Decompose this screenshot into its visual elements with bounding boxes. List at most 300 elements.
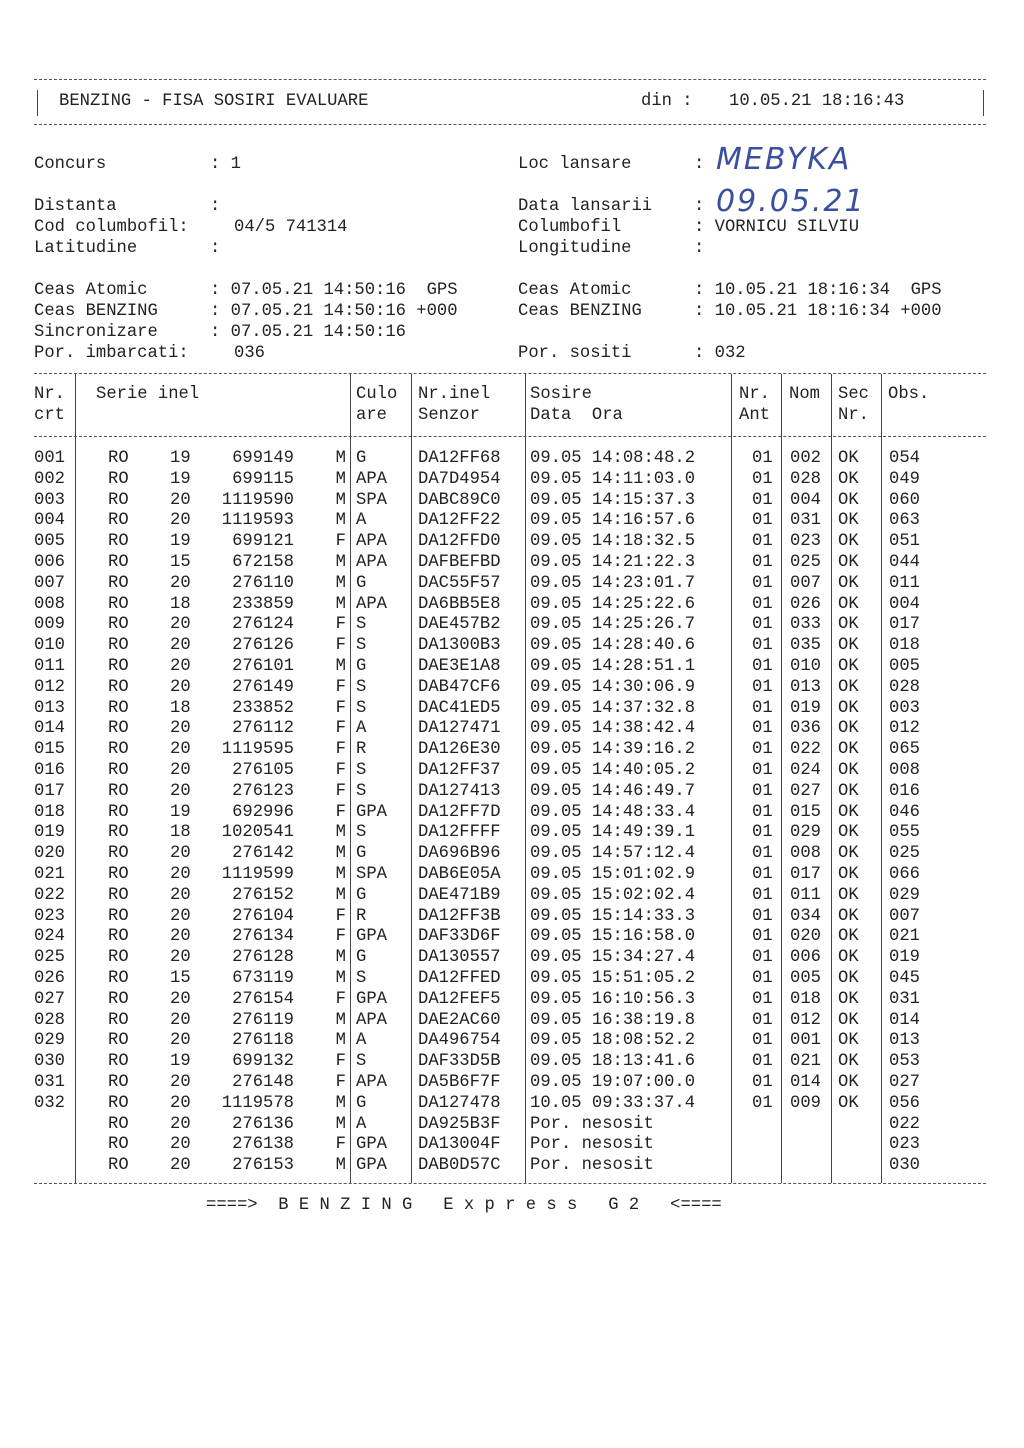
longitudine-label: Longitudine: [518, 239, 632, 258]
cell-obs: 029: [889, 885, 920, 905]
cell-culoare: APA: [356, 1073, 387, 1092]
cell-obs: 022: [889, 1114, 920, 1134]
cell-nr: 029: [34, 1031, 65, 1051]
cell-inel: 276154: [232, 989, 294, 1009]
cell-sex: M: [335, 573, 346, 593]
col-header-sosire-1: Sosire: [530, 385, 592, 404]
cell-sosire: 09.05 14:49:39.1: [530, 823, 696, 843]
col-header-nr-2: crt: [34, 406, 65, 425]
cell-sex: F: [335, 719, 346, 739]
loc-lansare-value: MEBYKA: [716, 142, 852, 177]
cell-sec: OK: [838, 885, 859, 905]
cell-sosire: 09.05 14:57:12.4: [530, 844, 696, 864]
table-row: [0, 1052, 1024, 1073]
cell-sec: OK: [838, 511, 859, 531]
cell-ant: 01: [752, 1073, 773, 1092]
cell-nr: 022: [34, 885, 65, 905]
cell-sosire: 10.05 09:33:37.4: [530, 1093, 696, 1113]
cell-sex: F: [335, 802, 346, 822]
cell-ant: 01: [752, 948, 773, 968]
cell-sec: OK: [838, 927, 859, 947]
cell-ant: 01: [752, 532, 773, 552]
cell-nom: 002: [790, 449, 821, 468]
cell-senzor: DA12FF3B: [418, 906, 501, 926]
cell-nr: 027: [34, 989, 65, 1009]
table-row: [0, 948, 1024, 969]
cell-nom: 004: [790, 490, 821, 510]
cell-obs: 013: [889, 1031, 920, 1051]
cell-sosire: 09.05 18:08:52.2: [530, 1031, 696, 1051]
ceas-benzing-value: : 07.05.21 14:50:16 +000: [210, 302, 458, 321]
cell-nr: 031: [34, 1073, 65, 1092]
distanta-label: Distanta: [34, 197, 117, 216]
cell-sex: M: [335, 823, 346, 843]
cell-an: 20: [170, 989, 191, 1009]
cell-inel: 276104: [232, 906, 294, 926]
cell-nr: 019: [34, 823, 65, 843]
cell-nom: 001: [790, 1031, 821, 1051]
cell-an: 19: [170, 1052, 191, 1072]
cell-senzor: DAB6E05A: [418, 865, 501, 884]
cell-obs: 049: [889, 469, 920, 489]
cell-tara: RO: [108, 1156, 129, 1176]
cell-obs: 054: [889, 449, 920, 468]
cell-tara: RO: [108, 948, 129, 968]
r-ceas-benzing-label: Ceas BENZING: [518, 302, 642, 321]
cell-sex: M: [335, 657, 346, 676]
cell-tara: RO: [108, 615, 129, 635]
cell-culoare: G: [356, 948, 367, 968]
col-header-ant-1: Nr.: [739, 385, 770, 404]
cell-nom: 007: [790, 573, 821, 593]
cell-culoare: SPA: [356, 865, 387, 884]
cell-sosire: 09.05 15:02:02.4: [530, 885, 696, 905]
cell-sosire: 09.05 19:07:00.0: [530, 1073, 696, 1092]
cell-obs: 045: [889, 969, 920, 988]
cell-sec: OK: [838, 469, 859, 489]
cell-tara: RO: [108, 761, 129, 780]
table-top-rule: [34, 373, 986, 374]
cell-sex: M: [335, 1031, 346, 1051]
cell-obs: 044: [889, 553, 920, 572]
cell-nom: 009: [790, 1093, 821, 1113]
cell-ant: 01: [752, 698, 773, 718]
cell-obs: 016: [889, 781, 920, 801]
cell-an: 20: [170, 1031, 191, 1051]
cell-sex: M: [335, 553, 346, 572]
cell-obs: 066: [889, 865, 920, 884]
cell-ant: 01: [752, 802, 773, 822]
cell-sex: F: [335, 927, 346, 947]
cell-sec: OK: [838, 490, 859, 510]
cell-culoare: G: [356, 844, 367, 864]
cell-sex: F: [335, 781, 346, 801]
cell-tara: RO: [108, 1052, 129, 1072]
cell-culoare: S: [356, 677, 367, 697]
cell-sosire: Por. nesosit: [530, 1156, 654, 1176]
cell-obs: 023: [889, 1135, 920, 1155]
cell-inel: 276142: [232, 844, 294, 864]
table-row: [0, 636, 1024, 657]
cell-senzor: DAB47CF6: [418, 677, 501, 697]
col-header-nom: Nom: [789, 385, 820, 404]
concurs-label: Concurs: [34, 155, 107, 174]
cell-sex: F: [335, 532, 346, 552]
table-row: [0, 990, 1024, 1011]
cell-nom: 010: [790, 657, 821, 676]
cell-sosire: 09.05 14:39:16.2: [530, 740, 696, 760]
cell-nom: 027: [790, 781, 821, 801]
cell-sosire: 09.05 15:51:05.2: [530, 969, 696, 988]
cell-obs: 031: [889, 989, 920, 1009]
cell-inel: 276138: [232, 1135, 294, 1155]
cell-inel: 1119593: [221, 511, 294, 531]
cell-senzor: DAB0D57C: [418, 1156, 501, 1176]
cell-ant: 01: [752, 740, 773, 760]
cell-senzor: DA496754: [418, 1031, 501, 1051]
concurs-value: : 1: [210, 155, 241, 174]
cell-nom: 012: [790, 1010, 821, 1030]
table-row: [0, 719, 1024, 740]
cell-an: 20: [170, 677, 191, 697]
cell-senzor: DA127478: [418, 1093, 501, 1113]
cell-ant: 01: [752, 657, 773, 676]
cell-tara: RO: [108, 844, 129, 864]
table-row: [0, 761, 1024, 782]
cell-sex: M: [335, 490, 346, 510]
cell-ant: 01: [752, 761, 773, 780]
cell-an: 20: [170, 657, 191, 676]
cell-sosire: 09.05 14:23:01.7: [530, 573, 696, 593]
cell-tara: RO: [108, 573, 129, 593]
table-row: [0, 532, 1024, 553]
cell-nom: 011: [790, 885, 821, 905]
cell-nom: 014: [790, 1073, 821, 1092]
cell-sex: F: [335, 677, 346, 697]
cell-nom: 031: [790, 511, 821, 531]
cell-culoare: GPA: [356, 989, 387, 1009]
cod-columbofil-value: 04/5 741314: [234, 218, 348, 237]
cell-culoare: G: [356, 449, 367, 468]
cell-sosire: 09.05 14:38:42.4: [530, 719, 696, 739]
cell-nr: 016: [34, 761, 65, 780]
table-header-rule: [34, 436, 986, 437]
cell-inel: 233859: [232, 594, 294, 614]
cell-culoare: S: [356, 1052, 367, 1072]
cell-tara: RO: [108, 532, 129, 552]
cell-sex: M: [335, 969, 346, 988]
table-row: [0, 907, 1024, 928]
cell-culoare: A: [356, 511, 367, 531]
cell-ant: 01: [752, 1031, 773, 1051]
col-header-serie: Serie inel: [96, 385, 200, 404]
col-header-ant-2: Ant: [739, 406, 770, 425]
cell-culoare: G: [356, 657, 367, 676]
cell-culoare: G: [356, 573, 367, 593]
cell-senzor: DAF33D5B: [418, 1052, 501, 1072]
cell-senzor: DA7D4954: [418, 469, 501, 489]
cell-tara: RO: [108, 657, 129, 676]
cell-obs: 056: [889, 1093, 920, 1113]
cell-obs: 018: [889, 636, 920, 656]
table-row: [0, 491, 1024, 512]
cell-nr: 010: [34, 636, 65, 656]
r-ceas-atomic-value: : 10.05.21 18:16:34 GPS: [694, 281, 942, 300]
cell-obs: 008: [889, 761, 920, 780]
cell-an: 20: [170, 490, 191, 510]
cell-sosire: 09.05 14:11:03.0: [530, 469, 696, 489]
cell-an: 20: [170, 781, 191, 801]
cell-obs: 027: [889, 1073, 920, 1092]
cell-nr: 009: [34, 615, 65, 635]
cod-columbofil-label: Cod columbofil:: [34, 218, 189, 237]
ceas-atomic-label: Ceas Atomic: [34, 281, 148, 300]
cell-sec: OK: [838, 802, 859, 822]
cell-sex: F: [335, 906, 346, 926]
col-header-culo-1: Culo: [356, 385, 398, 404]
cell-tara: RO: [108, 927, 129, 947]
cell-sosire: 09.05 14:25:26.7: [530, 615, 696, 635]
cell-inel: 672158: [232, 553, 294, 572]
cell-sec: OK: [838, 657, 859, 676]
table-row: [0, 782, 1024, 803]
col-header-sec-2: Nr.: [838, 406, 869, 425]
cell-ant: 01: [752, 781, 773, 801]
cell-obs: 060: [889, 490, 920, 510]
por-sositi-label: Por. sositi: [518, 344, 632, 363]
cell-tara: RO: [108, 469, 129, 489]
cell-sex: M: [335, 1093, 346, 1113]
table-row: [0, 1135, 1024, 1156]
din-label: din :: [641, 92, 693, 111]
cell-sosire: 09.05 14:46:49.7: [530, 781, 696, 801]
cell-ant: 01: [752, 1093, 773, 1113]
cell-culoare: GPA: [356, 927, 387, 947]
cell-nr: 011: [34, 657, 65, 676]
cell-ant: 01: [752, 594, 773, 614]
cell-nr: 025: [34, 948, 65, 968]
cell-sosire: 09.05 16:38:19.8: [530, 1010, 696, 1030]
cell-culoare: GPA: [356, 1156, 387, 1176]
cell-sec: OK: [838, 1031, 859, 1051]
cell-an: 20: [170, 948, 191, 968]
cell-an: 19: [170, 449, 191, 468]
cell-sec: OK: [838, 948, 859, 968]
cell-an: 20: [170, 1156, 191, 1176]
cell-senzor: DAF33D6F: [418, 927, 501, 947]
cell-obs: 014: [889, 1010, 920, 1030]
cell-sex: F: [335, 698, 346, 718]
cell-nr: 030: [34, 1052, 65, 1072]
cell-sec: OK: [838, 615, 859, 635]
cell-sosire: 09.05 14:08:48.2: [530, 449, 696, 468]
cell-nr: 005: [34, 532, 65, 552]
table-row: [0, 1094, 1024, 1115]
cell-obs: 028: [889, 677, 920, 697]
col-header-obs: Obs.: [888, 385, 930, 404]
cell-inel: 692996: [232, 802, 294, 822]
cell-sec: OK: [838, 865, 859, 884]
cell-sec: OK: [838, 761, 859, 780]
cell-an: 20: [170, 573, 191, 593]
cell-ant: 01: [752, 573, 773, 593]
cell-nom: 019: [790, 698, 821, 718]
table-row: [0, 1073, 1024, 1094]
cell-sec: OK: [838, 573, 859, 593]
cell-obs: 011: [889, 573, 920, 593]
cell-inel: 276136: [232, 1114, 294, 1134]
cell-ant: 01: [752, 511, 773, 531]
cell-nom: 034: [790, 906, 821, 926]
cell-nr: 006: [34, 553, 65, 572]
cell-an: 20: [170, 719, 191, 739]
cell-nr: 015: [34, 740, 65, 760]
cell-obs: 051: [889, 532, 920, 552]
table-row: [0, 886, 1024, 907]
sincronizare-value: : 07.05.21 14:50:16: [210, 323, 406, 342]
cell-obs: 019: [889, 948, 920, 968]
r-ceas-benzing-value: : 10.05.21 18:16:34 +000: [694, 302, 942, 321]
cell-ant: 01: [752, 553, 773, 572]
cell-inel: 1119578: [221, 1093, 294, 1113]
cell-nr: 018: [34, 802, 65, 822]
table-row: [0, 740, 1024, 761]
header-bottom-rule: [34, 124, 986, 125]
cell-tara: RO: [108, 823, 129, 843]
cell-an: 20: [170, 511, 191, 531]
table-row: [0, 823, 1024, 844]
cell-inel: 276152: [232, 885, 294, 905]
cell-tara: RO: [108, 636, 129, 656]
cell-inel: 276123: [232, 781, 294, 801]
cell-nom: 029: [790, 823, 821, 843]
din-value: 10.05.21 18:16:43: [729, 92, 905, 111]
cell-sex: F: [335, 615, 346, 635]
cell-nom: 025: [790, 553, 821, 572]
cell-nr: 024: [34, 927, 65, 947]
cell-sosire: 09.05 18:13:41.6: [530, 1052, 696, 1072]
table-row: [0, 699, 1024, 720]
cell-senzor: DAFBEFBD: [418, 553, 501, 572]
cell-sosire: 09.05 14:28:51.1: [530, 657, 696, 676]
cell-senzor: DA12FF7D: [418, 802, 501, 822]
cell-ant: 01: [752, 1010, 773, 1030]
cell-sec: OK: [838, 1052, 859, 1072]
cell-ant: 01: [752, 1052, 773, 1072]
cell-tara: RO: [108, 1031, 129, 1051]
cell-nr: 008: [34, 594, 65, 614]
table-row: [0, 803, 1024, 824]
cell-tara: RO: [108, 594, 129, 614]
cell-sex: M: [335, 885, 346, 905]
cell-nom: 024: [790, 761, 821, 780]
cell-tara: RO: [108, 781, 129, 801]
cell-nom: 022: [790, 740, 821, 760]
header-left-bar: [37, 90, 38, 116]
cell-inel: 699115: [232, 469, 294, 489]
table-row: [0, 470, 1024, 491]
table-row: [0, 574, 1024, 595]
cell-sosire: 09.05 14:15:37.3: [530, 490, 696, 510]
cell-senzor: DA5B6F7F: [418, 1073, 501, 1092]
table-row: [0, 1031, 1024, 1052]
table-row: [0, 511, 1024, 532]
cell-an: 20: [170, 1073, 191, 1092]
cell-sosire: 09.05 15:14:33.3: [530, 906, 696, 926]
cell-obs: 065: [889, 740, 920, 760]
page-title: BENZING - FISA SOSIRI EVALUARE: [59, 92, 369, 111]
cell-ant: 01: [752, 885, 773, 905]
cell-culoare: G: [356, 885, 367, 905]
cell-sosire: 09.05 16:10:56.3: [530, 989, 696, 1009]
cell-sex: F: [335, 1052, 346, 1072]
cell-sec: OK: [838, 740, 859, 760]
cell-ant: 01: [752, 719, 773, 739]
cell-senzor: DA13004F: [418, 1135, 501, 1155]
cell-an: 19: [170, 532, 191, 552]
cell-nr: 023: [34, 906, 65, 926]
cell-senzor: DA12FF37: [418, 761, 501, 780]
cell-sec: OK: [838, 1093, 859, 1113]
table-row: [0, 449, 1024, 470]
cell-nr: 014: [34, 719, 65, 739]
table-row: [0, 615, 1024, 636]
cell-culoare: S: [356, 823, 367, 843]
table-row: [0, 1156, 1024, 1177]
cell-culoare: S: [356, 969, 367, 988]
cell-culoare: A: [356, 719, 367, 739]
cell-culoare: GPA: [356, 802, 387, 822]
cell-culoare: A: [356, 1114, 367, 1134]
cell-sec: OK: [838, 553, 859, 572]
cell-nr: 017: [34, 781, 65, 801]
cell-nom: 017: [790, 865, 821, 884]
data-lansarii-value: 09.05.21: [716, 184, 866, 219]
cell-inel: 276128: [232, 948, 294, 968]
cell-an: 20: [170, 865, 191, 884]
table-row: [0, 1011, 1024, 1032]
cell-nom: 036: [790, 719, 821, 739]
loc-lansare-sep: :: [694, 155, 705, 174]
cell-nom: 018: [790, 989, 821, 1009]
cell-an: 20: [170, 844, 191, 864]
cell-nr: 004: [34, 511, 65, 531]
cell-senzor: DAE471B9: [418, 885, 501, 905]
cell-tara: RO: [108, 906, 129, 926]
cell-obs: 003: [889, 698, 920, 718]
cell-culoare: SPA: [356, 490, 387, 510]
cell-inel: 276105: [232, 761, 294, 780]
cell-culoare: S: [356, 615, 367, 635]
por-imbarcati-value: 036: [234, 344, 265, 363]
cell-tara: RO: [108, 1073, 129, 1092]
cell-nom: 015: [790, 802, 821, 822]
cell-sec: OK: [838, 969, 859, 988]
cell-an: 20: [170, 906, 191, 926]
cell-sosire: 09.05 14:30:06.9: [530, 677, 696, 697]
cell-sosire: 09.05 14:48:33.4: [530, 802, 696, 822]
cell-culoare: S: [356, 781, 367, 801]
cell-nom: 035: [790, 636, 821, 656]
cell-tara: RO: [108, 553, 129, 572]
table-row: [0, 678, 1024, 699]
col-header-nrinel-1: Nr.inel: [418, 385, 491, 404]
cell-sosire: 09.05 14:25:22.6: [530, 594, 696, 614]
cell-tara: RO: [108, 677, 129, 697]
cell-an: 19: [170, 469, 191, 489]
cell-sex: M: [335, 1010, 346, 1030]
cell-nr: 026: [34, 969, 65, 988]
